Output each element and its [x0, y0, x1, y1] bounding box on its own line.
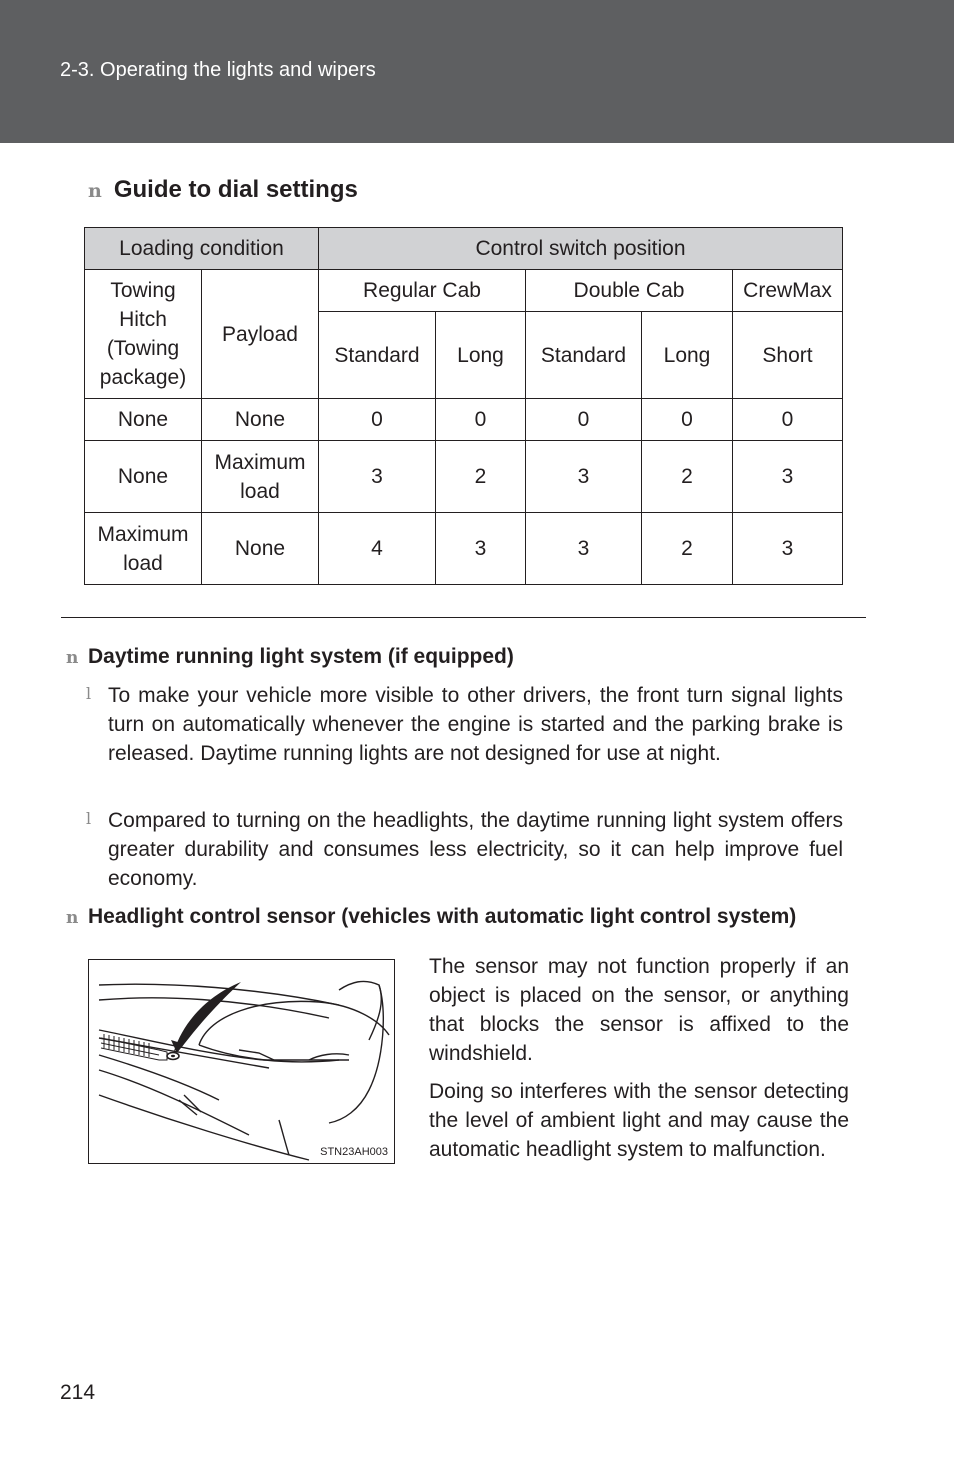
cell-value: 3: [526, 441, 642, 513]
cell-value: 2: [436, 441, 526, 513]
header-payload: Payload: [202, 270, 319, 399]
header-bed: Long: [436, 312, 526, 399]
guide-title: Guide to dial settings: [113, 176, 358, 203]
cell-value: 0: [642, 399, 733, 441]
cell-payload: None: [202, 399, 319, 441]
table-row: [85, 441, 843, 513]
cell-payload: None: [202, 513, 319, 585]
header-bed: Short: [733, 312, 843, 399]
drl-title: Daytime running light system (if equipped): [88, 645, 514, 668]
cell-towing: None: [85, 399, 202, 441]
header-bed: Long: [642, 312, 733, 399]
cell-towing: Maximum load: [85, 513, 202, 585]
dashboard-sensor-drawing: [89, 960, 394, 1163]
cell-value: 0: [319, 399, 436, 441]
page-header: [0, 0, 954, 143]
page-number: 214: [60, 1381, 96, 1404]
sensor-paragraph: Doing so interferes with the sensor detecting the level of ambient light and may cause the automatic headlight system to malfunction.: [429, 1080, 849, 1161]
header-loading-condition: Loading condition: [85, 228, 319, 270]
figure-code: STN23AH003: [320, 1146, 388, 1158]
cell-value: 3: [526, 513, 642, 585]
cell-value: 0: [436, 399, 526, 441]
list-item: To make your vehicle more visible to other drivers, the front turn signal lights turn on automatically whenever the engine is started and the parking brake is released. Daytime running lights are not designed for use at night.: [108, 684, 843, 765]
list-item: Compared to turning on the headlights, the daytime running light system offers greater durability and consumes less electricity, so it can help improve fuel economy.: [108, 809, 843, 890]
section-divider: [61, 617, 866, 618]
drl-heading: [66, 645, 514, 669]
section-title: 2-3. Operating the lights and wipers: [60, 59, 376, 81]
header-bed: Standard: [319, 312, 436, 399]
header-control-switch: Control switch position: [319, 228, 843, 270]
guide-heading: [88, 176, 358, 204]
cell-value: 2: [642, 513, 733, 585]
heading-bullet-icon: n: [66, 648, 79, 668]
table-row: [85, 513, 843, 585]
sensor-title: Headlight control sensor (vehicles with automatic light control system): [88, 905, 797, 928]
cell-value: 0: [733, 399, 843, 441]
cell-value: 3: [436, 513, 526, 585]
sensor-illustration: [88, 959, 395, 1164]
cell-value: 3: [319, 441, 436, 513]
heading-bullet-icon: n: [66, 908, 79, 928]
header-towing-hitch: Towing Hitch (Towing package): [85, 270, 202, 399]
cell-value: 3: [733, 513, 843, 585]
header-double-cab: Double Cab: [526, 270, 733, 312]
table-row: [85, 399, 843, 441]
cell-towing: None: [85, 441, 202, 513]
cell-value: 2: [642, 441, 733, 513]
list-bullet-icon: l: [86, 684, 92, 703]
sensor-heading: [66, 905, 796, 929]
header-bed: Standard: [526, 312, 642, 399]
cell-value: 0: [526, 399, 642, 441]
cell-payload: Maximum load: [202, 441, 319, 513]
cell-value: 4: [319, 513, 436, 585]
header-crewmax: CrewMax: [733, 270, 843, 312]
cell-value: 3: [733, 441, 843, 513]
list-bullet-icon: l: [86, 809, 92, 828]
header-regular-cab: Regular Cab: [319, 270, 526, 312]
dial-settings-table: [84, 227, 843, 585]
heading-bullet-icon: n: [88, 180, 102, 202]
sensor-paragraph: The sensor may not function properly if an object is placed on the sensor, or anything that blocks the sensor is affixed to the windshield.: [429, 955, 849, 1065]
